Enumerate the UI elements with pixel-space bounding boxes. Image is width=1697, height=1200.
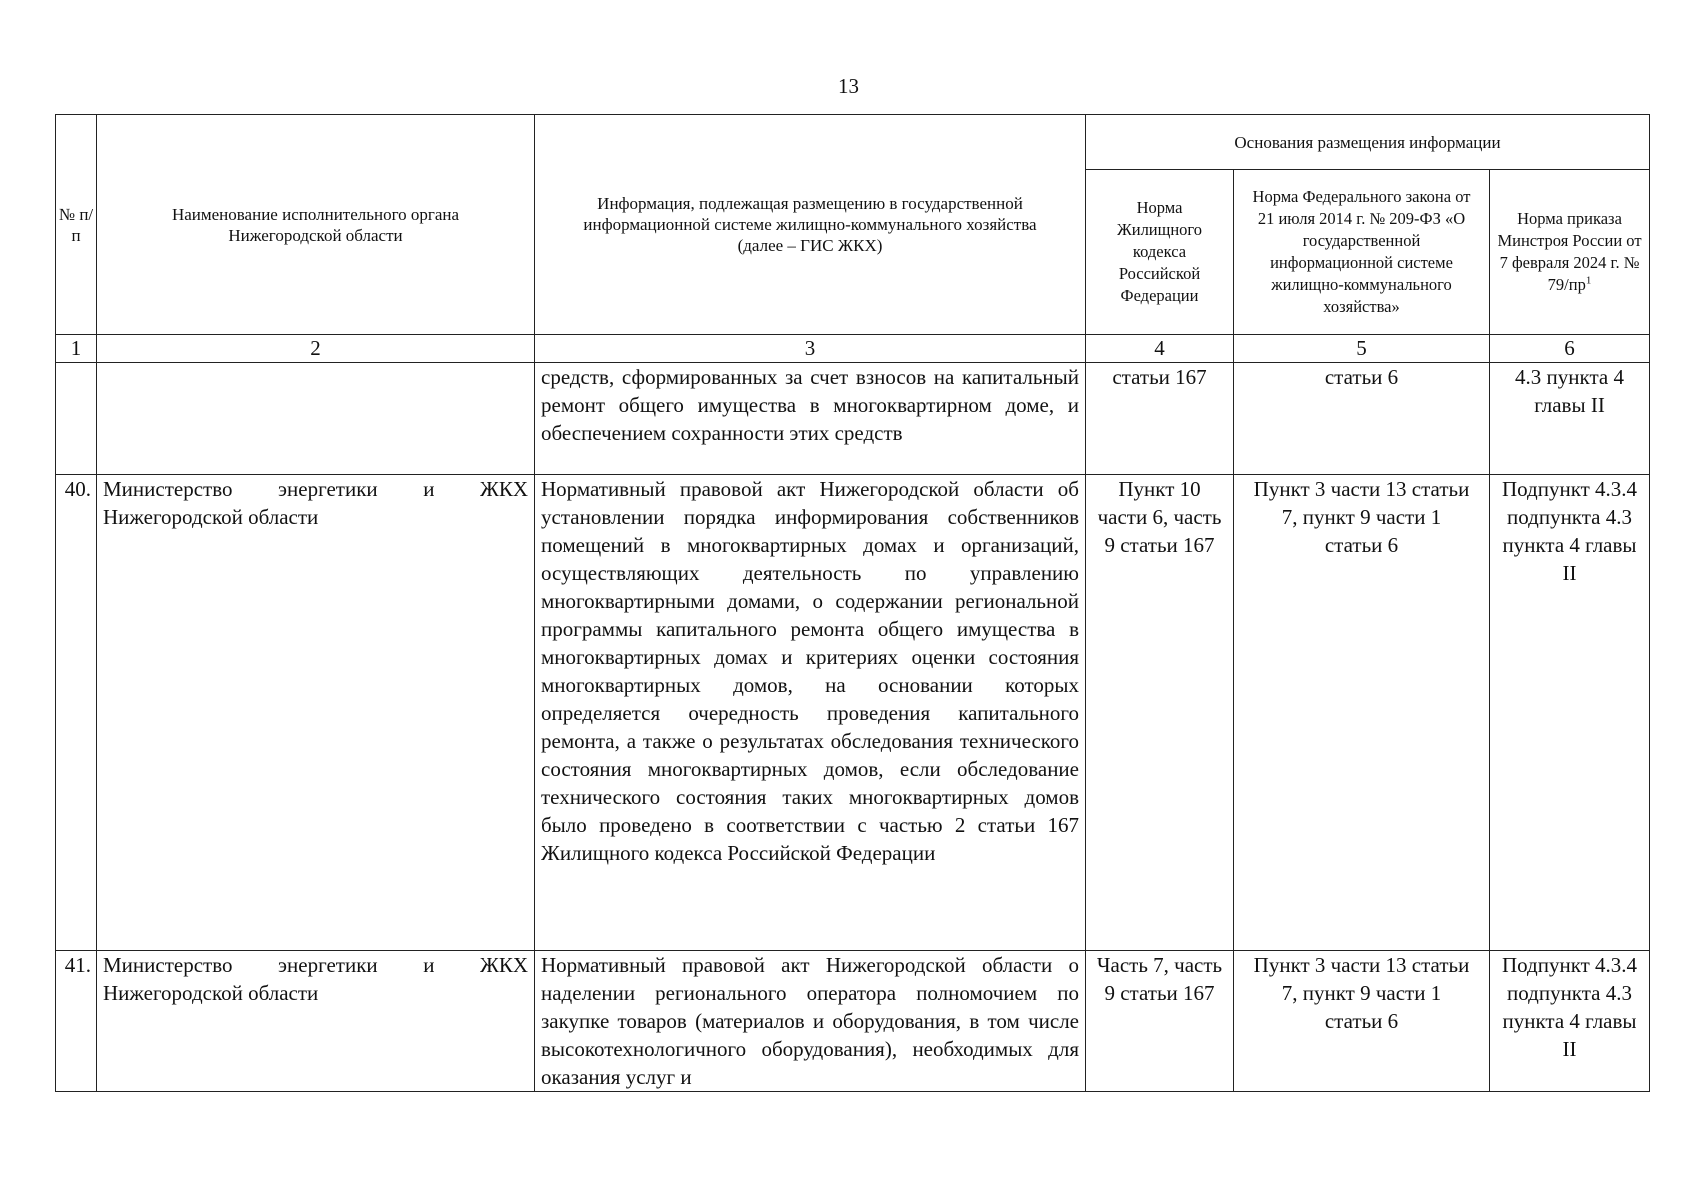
order-norm: Подпункт 4.3.4 подпункта 4.3 пункта 4 главы II	[1490, 475, 1650, 951]
column-number: 2	[97, 335, 535, 363]
table-row	[56, 363, 1650, 475]
federal-law-norm: Пункт 3 части 13 статьи 7, пункт 9 части 1 статьи 6	[1234, 951, 1490, 1092]
column-number: 4	[1086, 335, 1234, 363]
header-organ-name: Наименование исполнительного органа Нижегородской области	[97, 115, 535, 335]
order-norm: Подпункт 4.3.4 подпункта 4.3 пункта 4 главы II	[1490, 951, 1650, 1092]
row-number: 40.	[56, 475, 97, 951]
row-number	[56, 363, 97, 475]
organ-name	[97, 363, 535, 475]
header-ministry-order-text: Норма приказа Минстроя России от 7 февраля 2024 г. № 79/пр	[1497, 209, 1642, 294]
table-row	[56, 475, 1650, 951]
column-number: 5	[1234, 335, 1490, 363]
information-text: Нормативный правовой акт Нижегородской области о наделении регионального оператора полномочием по закупке товаров (материалов и оборудования, в том числе высокотехнологичного оборудования), необходимых для оказания услуг и	[535, 951, 1086, 1092]
table-row	[56, 951, 1650, 1092]
header-basis-group: Основания размещения информации	[1086, 115, 1650, 170]
header-information: Информация, подлежащая размещению в государственной информационной системе жилищно-коммунального хозяйства (далее – ГИС ЖКХ)	[535, 115, 1086, 335]
header-number: № п/п	[56, 115, 97, 335]
information-text: средств, сформированных за счет взносов на капитальный ремонт общего имущества в многоквартирном доме, и обеспечением сохранности этих средств	[535, 363, 1086, 475]
organ-name: Министерство энергетики и ЖКХ Нижегородской области	[97, 951, 535, 1092]
column-number: 6	[1490, 335, 1650, 363]
row-number: 41.	[56, 951, 97, 1092]
header-housing-code: Норма Жилищного кодекса Российской Федерации	[1086, 170, 1234, 335]
order-norm: 4.3 пункта 4 главы II	[1490, 363, 1650, 475]
information-text: Нормативный правовой акт Нижегородской области об установлении порядка информирования собственников помещений в многоквартирных домах и организаций, осуществляющих деятельность по управлению многоквартирными домами, о содержании региональной программы капитального ремонта общего имущества в многоквартирных домах и критериях оценки состояния многоквартирных домов, на основании которых определяется очередность проведения капитального ремонта, а также о результатах обследования технического состояния многоквартирных домов, если обследование технического состояния таких многоквартирных домов было проведено в соответствии с частью 2 статьи 167 Жилищного кодекса Российской Федерации	[535, 475, 1086, 951]
information-table	[55, 114, 1650, 1092]
footnote-marker: 1	[1585, 274, 1592, 287]
housing-code-norm: Часть 7, часть 9 статьи 167	[1086, 951, 1234, 1092]
header-ministry-order	[1490, 170, 1650, 335]
housing-code-norm: Пункт 10 части 6, часть 9 статьи 167	[1086, 475, 1234, 951]
column-number: 1	[56, 335, 97, 363]
header-federal-law: Норма Федерального закона от 21 июля 2014 г. № 209-ФЗ «О государственной информационной системе жилищно-коммунального хозяйства»	[1234, 170, 1490, 335]
federal-law-norm: статьи 6	[1234, 363, 1490, 475]
federal-law-norm: Пункт 3 части 13 статьи 7, пункт 9 части 1 статьи 6	[1234, 475, 1490, 951]
housing-code-norm: статьи 167	[1086, 363, 1234, 475]
organ-name: Министерство энергетики и ЖКХ Нижегородской области	[97, 475, 535, 951]
page-number: 13	[838, 74, 859, 98]
column-number: 3	[535, 335, 1086, 363]
